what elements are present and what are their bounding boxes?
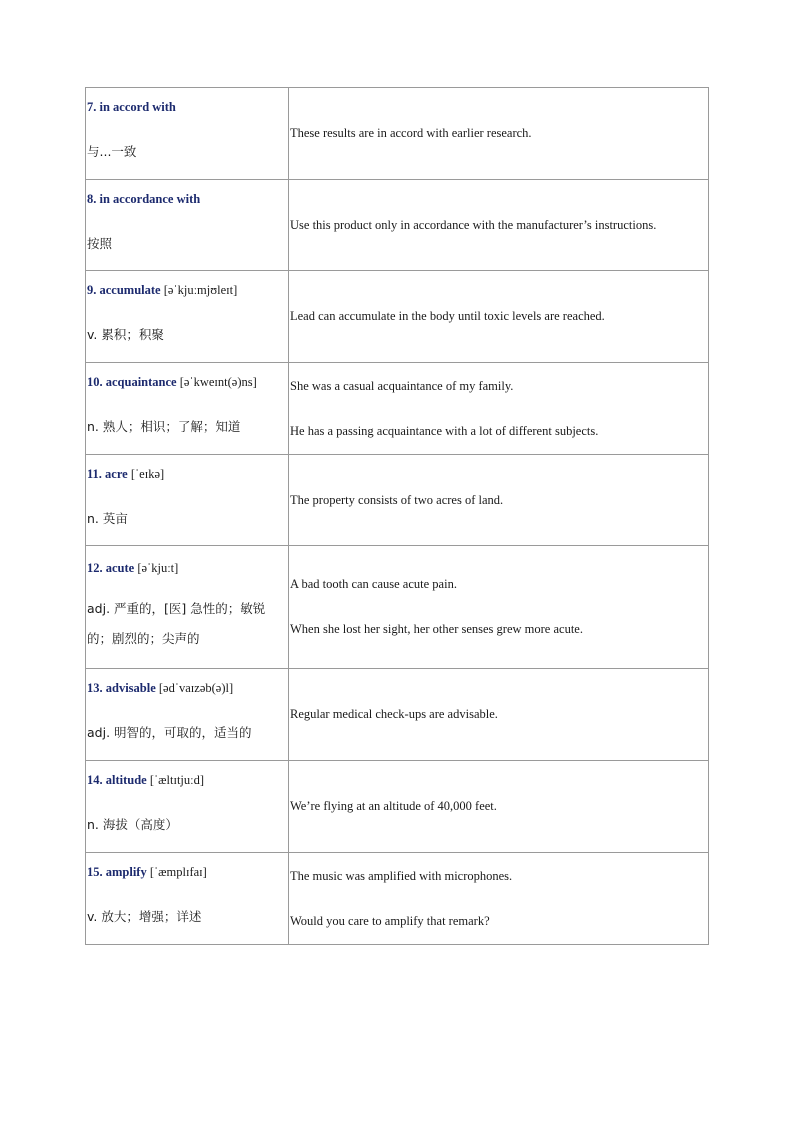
term-text: 13. advisable <box>87 681 156 695</box>
phonetic-text: [əˈkjuːt] <box>134 560 179 575</box>
phonetic-text: [əˈkjuːmjʊleɪt] <box>160 283 238 297</box>
term-text: 10. acquaintance <box>87 375 177 389</box>
meaning-text: v. 累积；积聚 <box>87 327 164 342</box>
word-cell <box>86 853 289 945</box>
word-cell <box>86 363 289 455</box>
term-text: 15. amplify <box>87 865 147 879</box>
example-cell <box>289 761 709 853</box>
example-sentence: Use this product only in accordance with the manufacturer’s instructions. <box>290 217 657 232</box>
example-cell <box>289 271 709 363</box>
table-row <box>86 363 709 455</box>
word-cell <box>86 669 289 761</box>
word-heading <box>87 100 288 115</box>
table-row <box>86 761 709 853</box>
meaning-text: n. 英亩 <box>87 510 128 526</box>
example-sentence: Lead can accumulate in the body until toxic levels are reached. <box>290 309 605 323</box>
example-sentence: The property consists of two acres of land. <box>290 492 504 507</box>
example-sentence: When she lost her sight, her other senses grew more acute. <box>290 622 583 636</box>
meaning-text: adj. 严重的，[医] 急性的；敏锐的；剧烈的；尖声的 <box>87 600 266 646</box>
example-sentence: Would you care to amplify that remark? <box>290 913 490 928</box>
example-sentence: He has a passing acquaintance with a lot of different subjects. <box>290 423 599 438</box>
table-row <box>86 180 709 271</box>
word-heading <box>87 865 288 880</box>
word-heading <box>87 192 288 207</box>
term-text: 14. altitude <box>87 773 147 787</box>
meaning-text: adj. 明智的，可取的，适当的 <box>87 725 252 740</box>
example-cell <box>289 546 709 669</box>
word-cell <box>86 271 289 363</box>
table-row <box>86 271 709 363</box>
phonetic-text: [ˈæmplɪfaɪ] <box>146 865 207 879</box>
table-row <box>86 88 709 180</box>
word-heading <box>87 467 288 482</box>
word-cell <box>86 761 289 853</box>
term-text: 12. acute <box>87 560 135 575</box>
meaning-text: 按照 <box>87 235 113 251</box>
meaning-text: 与...一致 <box>87 144 137 159</box>
phonetic-text: [ədˈvaɪzəb(ə)l] <box>155 681 234 695</box>
word-heading <box>87 375 288 390</box>
term-text: 7. in accord with <box>87 100 176 114</box>
example-sentence: Regular medical check-ups are advisable. <box>290 707 498 721</box>
word-cell <box>86 455 289 546</box>
meaning-text: n. 海拔（高度） <box>87 817 178 832</box>
vocabulary-table <box>85 87 709 945</box>
word-heading <box>87 773 288 788</box>
example-cell <box>289 455 709 546</box>
example-cell <box>289 669 709 761</box>
word-heading <box>87 681 288 696</box>
phonetic-text: [ˈeɪkə] <box>127 466 165 481</box>
phonetic-text: [ˈæltɪtjuːd] <box>146 773 205 787</box>
table-row <box>86 853 709 945</box>
example-cell <box>289 88 709 180</box>
word-cell <box>86 546 289 669</box>
word-heading <box>87 561 288 576</box>
term-text: 11. acre <box>87 466 128 481</box>
example-sentence: A bad tooth can cause acute pain. <box>290 577 457 591</box>
meaning-text: n. 熟人；相识；了解；知道 <box>87 419 241 434</box>
example-cell <box>289 853 709 945</box>
example-cell <box>289 180 709 271</box>
phonetic-text: [əˈkweɪnt(ə)ns] <box>176 375 257 389</box>
word-cell <box>86 88 289 180</box>
table-row <box>86 669 709 761</box>
meaning-text: v. 放大；增强；详述 <box>87 909 202 924</box>
example-sentence: These results are in accord with earlier research. <box>290 126 532 140</box>
example-sentence: The music was amplified with microphones. <box>290 868 513 883</box>
example-cell <box>289 363 709 455</box>
table-row <box>86 546 709 669</box>
table-row <box>86 455 709 546</box>
example-sentence: She was a casual acquaintance of my family. <box>290 378 514 393</box>
example-sentence: We’re flying at an altitude of 40,000 feet. <box>290 799 497 813</box>
term-text: 8. in accordance with <box>87 191 201 206</box>
word-cell <box>86 180 289 271</box>
word-heading <box>87 283 288 298</box>
term-text: 9. accumulate <box>87 283 161 297</box>
